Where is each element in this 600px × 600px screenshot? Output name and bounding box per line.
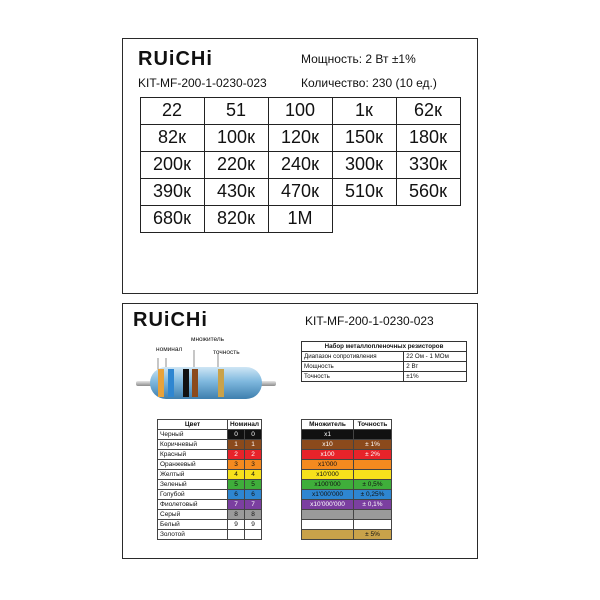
value-cell: 390к — [140, 178, 205, 206]
multiplier-row — [302, 530, 392, 540]
value-cell: 150к — [332, 124, 397, 152]
info-value: ±1% — [404, 372, 467, 382]
multiplier-swatch: x100 — [302, 450, 354, 460]
value-cell: 22 — [140, 97, 205, 125]
value-cell: 1М — [268, 205, 333, 233]
tolerance-header: Точность — [354, 420, 392, 430]
tolerance-swatch: ± 5% — [354, 530, 392, 540]
multiplier-swatch: x100'000 — [302, 480, 354, 490]
value-cell: 120к — [268, 124, 333, 152]
tolerance-swatch — [354, 470, 392, 480]
band-2 — [168, 369, 174, 397]
digit-swatch: 1 — [245, 440, 262, 450]
band-3 — [183, 369, 189, 397]
color-name: Зеленый — [158, 480, 228, 490]
value-cell: 1к — [332, 97, 397, 125]
digit-swatch: 3 — [245, 460, 262, 470]
tolerance-swatch: ± 0,1% — [354, 500, 392, 510]
value-cell: 240к — [268, 151, 333, 179]
tolerance-swatch — [354, 510, 392, 520]
power-spec: Мощность: 2 Вт ±1% — [301, 52, 416, 66]
tolerance-swatch — [354, 430, 392, 440]
value-cell: 330к — [396, 151, 461, 179]
multiplier-row — [302, 460, 392, 470]
color-name: Голубой — [158, 490, 228, 500]
value-cell: 820к — [204, 205, 269, 233]
multiplier-row — [302, 520, 392, 530]
digit-swatch: 2 — [245, 450, 262, 460]
color-name: Коричневый — [158, 440, 228, 450]
value-cell: 51 — [204, 97, 269, 125]
color-code-table — [157, 419, 262, 540]
value-cell: 62к — [396, 97, 461, 125]
value-cell: 430к — [204, 178, 269, 206]
color-row — [158, 510, 262, 520]
label-multiplier: множитель — [191, 336, 225, 343]
digit-swatch: 4 — [245, 470, 262, 480]
digit-swatch — [245, 530, 262, 540]
color-row — [158, 460, 262, 470]
digit-swatch: 0 — [245, 430, 262, 440]
multiplier-row — [302, 490, 392, 500]
multiplier-swatch: x1'000'000 — [302, 490, 354, 500]
multiplier-row — [302, 440, 392, 450]
digit-swatch: 8 — [228, 510, 245, 520]
color-row — [158, 490, 262, 500]
color-row — [158, 530, 262, 540]
digit-swatch: 7 — [245, 500, 262, 510]
color-code-card — [122, 303, 478, 559]
digit-swatch: 5 — [228, 480, 245, 490]
multiplier-swatch — [302, 510, 354, 520]
color-name: Красный — [158, 450, 228, 460]
value-cell: 82к — [140, 124, 205, 152]
digit-swatch — [228, 530, 245, 540]
multiplier-swatch: x1 — [302, 430, 354, 440]
tolerance-swatch: ± 2% — [354, 450, 392, 460]
value-cell: 180к — [396, 124, 461, 152]
multiplier-row — [302, 430, 392, 440]
quantity-spec: Количество: 230 (10 ед.) — [301, 76, 437, 90]
color-row — [158, 500, 262, 510]
multiplier-swatch: x1'000 — [302, 460, 354, 470]
info-label: Диапазон сопротивления — [302, 352, 404, 362]
color-row — [158, 450, 262, 460]
digit-swatch: 5 — [245, 480, 262, 490]
multiplier-swatch: x10'000'000 — [302, 500, 354, 510]
value-cell: 300к — [332, 151, 397, 179]
brand-logo: RUiCHi — [138, 48, 213, 70]
digit-swatch: 2 — [228, 450, 245, 460]
info-value: 22 Ом - 1 МОм — [404, 352, 467, 362]
color-name: Оранжевый — [158, 460, 228, 470]
value-cell: 220к — [204, 151, 269, 179]
digit-swatch: 0 — [228, 430, 245, 440]
multiplier-swatch: x10'000 — [302, 470, 354, 480]
multiplier-swatch — [302, 520, 354, 530]
label-nominal: номинал — [156, 346, 183, 353]
digit-swatch: 4 — [228, 470, 245, 480]
value-cell: 200к — [140, 151, 205, 179]
value-cell: 680к — [140, 205, 205, 233]
color-name: Желтый — [158, 470, 228, 480]
label-tolerance: точность — [213, 349, 240, 356]
digit-swatch: 1 — [228, 440, 245, 450]
color-row — [158, 470, 262, 480]
tolerance-swatch — [354, 460, 392, 470]
value-cell: 470к — [268, 178, 333, 206]
nominal-header: Номинал — [228, 420, 262, 430]
multiplier-swatch: x10 — [302, 440, 354, 450]
multiplier-swatch — [302, 530, 354, 540]
color-name: Белый — [158, 520, 228, 530]
color-name: Фиолетовый — [158, 500, 228, 510]
value-cell: 510к — [332, 178, 397, 206]
value-cell: 560к — [396, 178, 461, 206]
digit-swatch: 3 — [228, 460, 245, 470]
multiplier-row — [302, 480, 392, 490]
digit-swatch: 8 — [245, 510, 262, 520]
multiplier-row — [302, 500, 392, 510]
digit-swatch: 6 — [245, 490, 262, 500]
band-1 — [158, 369, 164, 397]
resistor-illustration — [136, 342, 276, 402]
band-5 — [218, 369, 224, 397]
digit-swatch: 9 — [228, 520, 245, 530]
digit-swatch: 9 — [245, 520, 262, 530]
band-4 — [192, 369, 198, 397]
info-label: Точность — [302, 372, 404, 382]
color-name: Золотой — [158, 530, 228, 540]
digit-swatch: 6 — [228, 490, 245, 500]
digit-swatch: 7 — [228, 500, 245, 510]
info-value: 2 Вт — [404, 362, 467, 372]
value-cell: 100к — [204, 124, 269, 152]
color-header: Цвет — [158, 420, 228, 430]
resistor-values-card — [122, 38, 478, 294]
kit-code: KIT-MF-200-1-0230-023 — [305, 314, 434, 328]
info-label: Мощность — [302, 362, 404, 372]
brand-logo: RUiCHi — [133, 309, 208, 331]
kit-info-table — [301, 341, 467, 382]
multiplier-table — [301, 419, 392, 540]
color-row — [158, 430, 262, 440]
info-table-title: Набор металлопленочных резисторов — [302, 342, 467, 352]
multiplier-row — [302, 510, 392, 520]
tolerance-swatch — [354, 520, 392, 530]
color-name: Серый — [158, 510, 228, 520]
color-row — [158, 440, 262, 450]
multiplier-header: Множитель — [302, 420, 354, 430]
color-row — [158, 520, 262, 530]
multiplier-row — [302, 470, 392, 480]
color-name: Черный — [158, 430, 228, 440]
multiplier-row — [302, 450, 392, 460]
resistor-body — [150, 367, 262, 399]
tolerance-swatch: ± 0,25% — [354, 490, 392, 500]
color-row — [158, 480, 262, 490]
tolerance-swatch: ± 0,5% — [354, 480, 392, 490]
resistor-value-grid — [140, 97, 460, 232]
value-cell: 100 — [268, 97, 333, 125]
tolerance-swatch: ± 1% — [354, 440, 392, 450]
kit-code: KIT-MF-200-1-0230-023 — [138, 76, 267, 90]
